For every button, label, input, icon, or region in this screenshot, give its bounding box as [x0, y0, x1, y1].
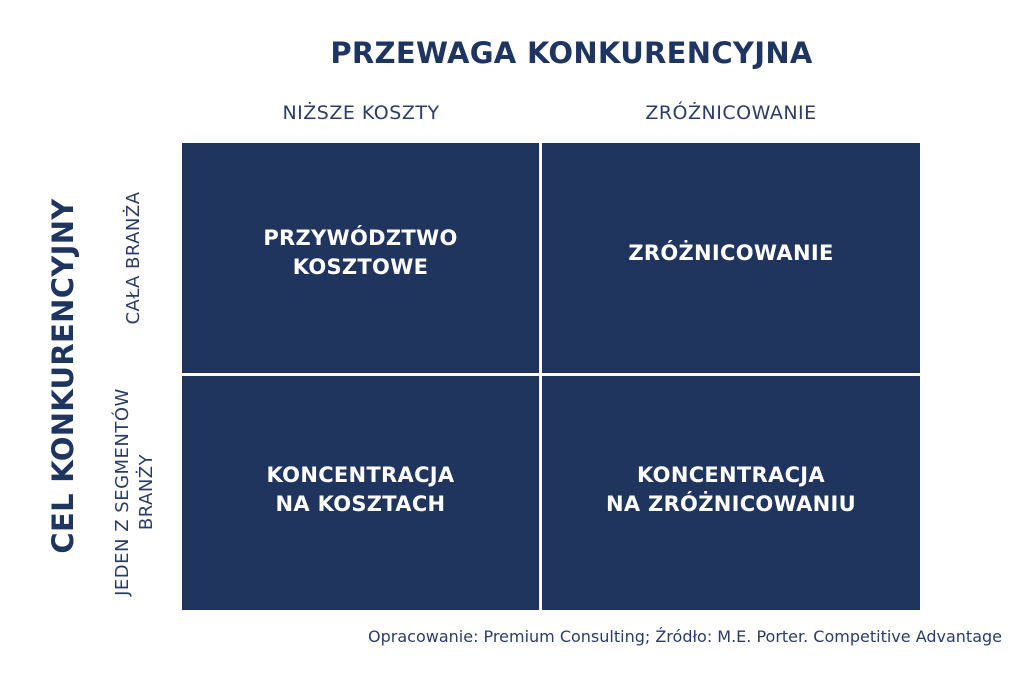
cell-cost-leadership [182, 143, 539, 373]
source-note: Opracowanie: Premium Consulting; Źródło: M.E. Porter. Competitive Advantage [368, 627, 1002, 646]
cell-cost-leadership-label: PRZYWÓDZTWO KOSZTOWE [263, 226, 458, 279]
column-header-lower-costs: NIŻSZE KOSZTY [282, 102, 440, 124]
column-header-differentiation: ZRÓŻNICOWANIE [645, 102, 817, 124]
cell-differentiation [542, 143, 920, 373]
cell-differentiation-label: ZRÓŻNICOWANIE [628, 240, 834, 265]
vertical-axis-title: CEL KONKURENCYJNY [46, 198, 80, 554]
strategy-grid [182, 143, 920, 610]
row-header-whole-industry: CAŁA BRANŻA [123, 191, 144, 325]
cell-differentiation-focus [542, 376, 920, 610]
row-header-industry-segment: JEDEN Z SEGMENTÓW BRANŻY [112, 388, 157, 596]
diagram-title: PRZEWAGA KONKURENCYJNA [330, 36, 813, 70]
cell-cost-focus-label: KONCENTRACJA NA KOSZTACH [266, 462, 455, 516]
cell-differentiation-focus-label: KONCENTRACJA NA ZRÓŻNICOWANIU [606, 462, 856, 516]
cell-cost-focus [182, 376, 539, 610]
